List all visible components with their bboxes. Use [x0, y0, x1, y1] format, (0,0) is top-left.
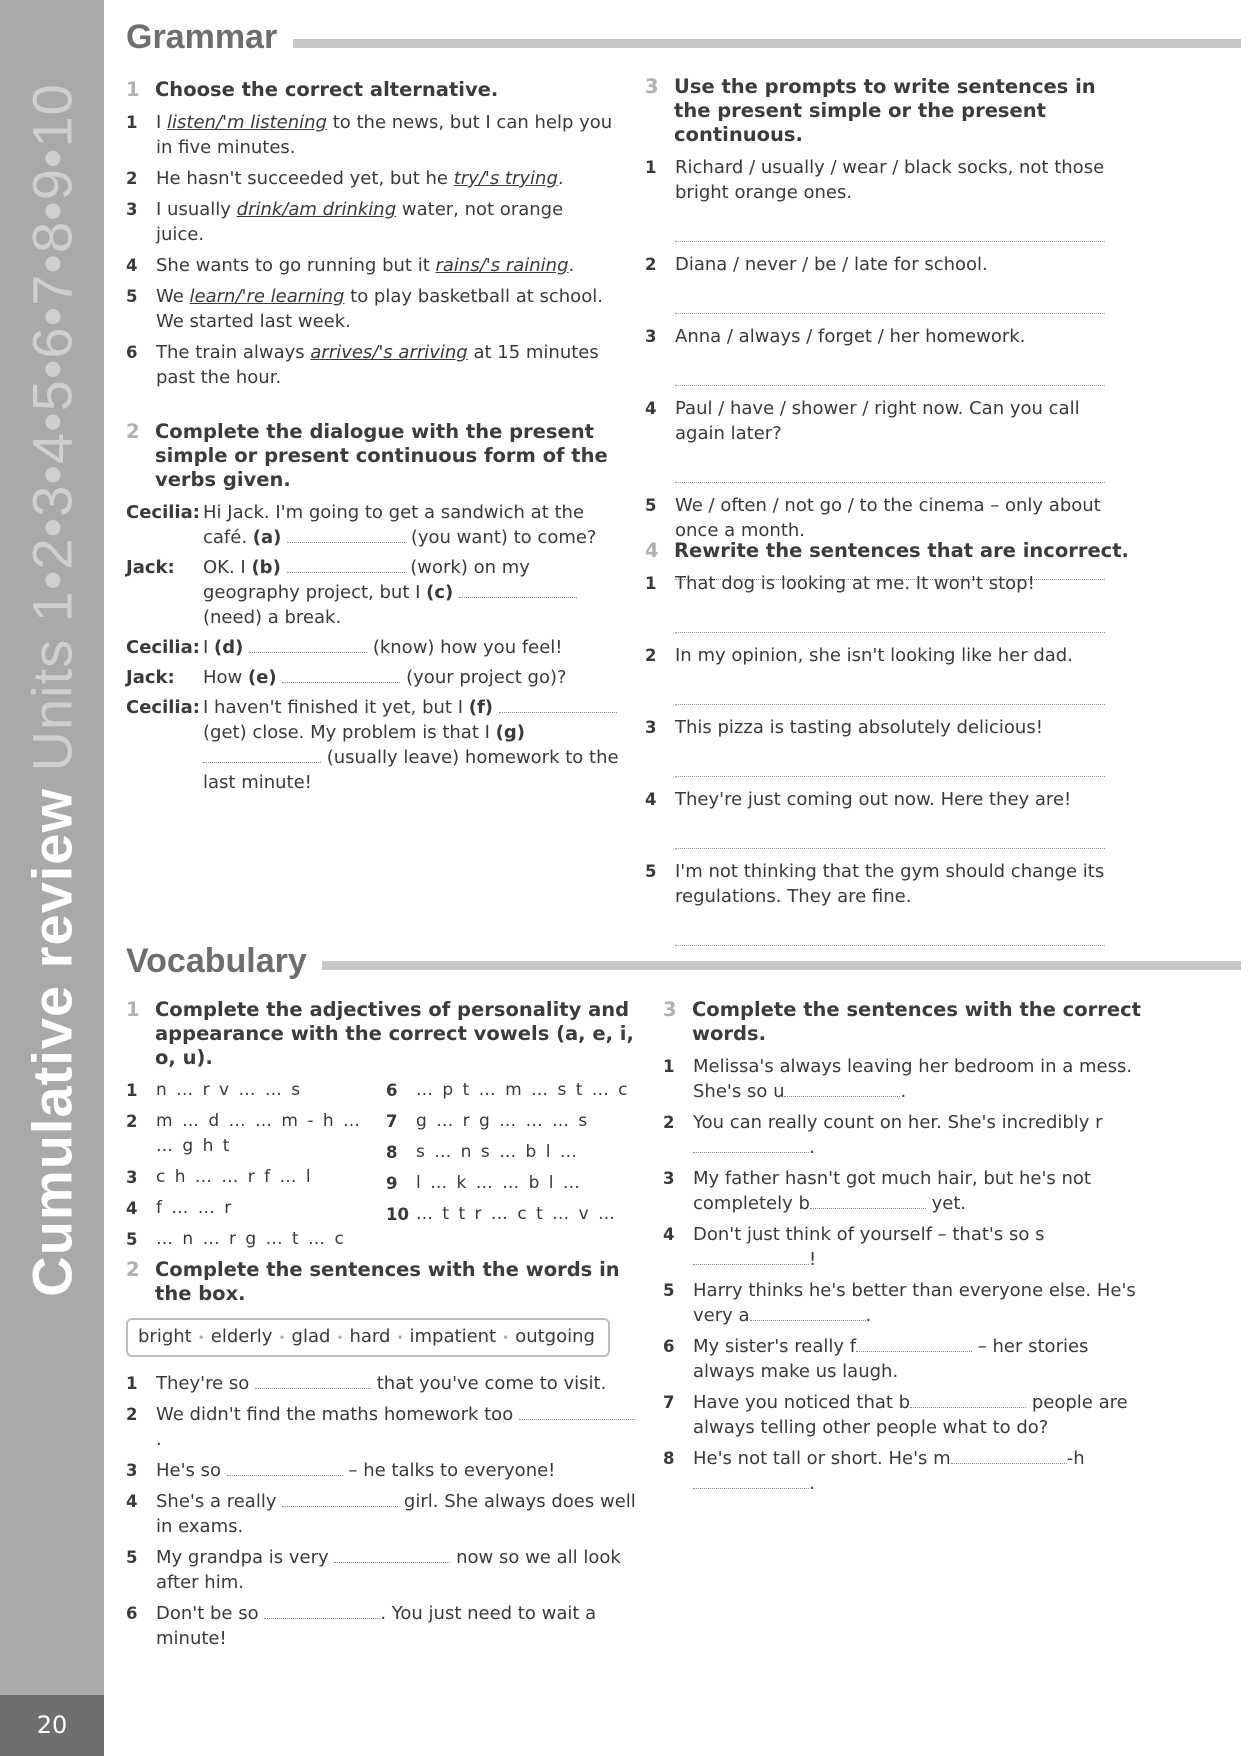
grammar-exercise-1: [126, 78, 616, 396]
list-item: [663, 1054, 1143, 1104]
choice-options[interactable]: rains/'s raining: [435, 255, 569, 276]
dialogue-line: [126, 695, 626, 795]
answer-blank[interactable]: [810, 1192, 926, 1209]
item-number: 6: [386, 1081, 398, 1100]
letter-pattern: f … … r: [156, 1198, 234, 1218]
dialogue-text: [203, 665, 626, 690]
answer-line[interactable]: [675, 812, 1105, 849]
list-item: [645, 252, 1135, 314]
speaker: Jack:: [126, 557, 175, 578]
text: OK. I: [203, 557, 252, 578]
item-number: 4: [663, 1225, 675, 1244]
item-text: .: [900, 1081, 907, 1102]
item-number: 9: [386, 1174, 398, 1193]
box-word: hard: [349, 1326, 391, 1347]
item-text: They're so: [156, 1373, 255, 1394]
dialogue-line: [126, 665, 626, 690]
item-number: 4: [126, 1199, 138, 1218]
answer-blank[interactable]: [910, 1391, 1026, 1408]
answer-line[interactable]: [675, 349, 1105, 386]
letter-pattern: c h … … r f … l: [156, 1167, 313, 1187]
list-item: [126, 253, 616, 278]
speaker: Cecilia:: [126, 502, 200, 523]
vocabulary-exercise-2: [126, 1258, 636, 1657]
text: I: [203, 637, 215, 658]
item-text: -h: [1066, 1448, 1085, 1469]
text: (need) a break.: [203, 607, 342, 628]
vocabulary-heading: Vocabulary: [126, 942, 307, 980]
letter-pattern: … n … r g … t … c: [156, 1229, 346, 1249]
letter-pattern: s … n s … b l …: [416, 1142, 579, 1162]
answer-line[interactable]: [675, 277, 1105, 314]
dialogue-text: [203, 695, 626, 795]
item-number: 2: [645, 255, 657, 274]
item-number: 6: [126, 343, 138, 362]
vocabulary-rule: [322, 961, 1241, 970]
item-number: 4: [645, 399, 657, 418]
grammar-heading: Grammar: [126, 18, 278, 56]
page-number: 20: [0, 1695, 104, 1756]
text: (get) close. My problem is that I: [203, 722, 496, 743]
dialogue-line: [126, 635, 626, 660]
item-number: 1: [126, 1374, 138, 1393]
item-number: 8: [386, 1143, 398, 1162]
answer-blank[interactable]: [519, 1403, 635, 1420]
dialogue-text: [203, 500, 626, 550]
list-item: [645, 571, 1135, 633]
item-text: Have you noticed that b: [693, 1392, 911, 1413]
prompt-text: That dog is looking at me. It won't stop!: [675, 573, 1035, 594]
grammar-exercise-2: [126, 420, 626, 800]
item-number: 4: [645, 790, 657, 809]
prompt-text: In my opinion, she isn't looking like her dad.: [675, 645, 1073, 666]
list-item: [663, 1278, 1143, 1328]
list-item: [126, 1601, 636, 1651]
letter-pattern: l … k … … b l …: [416, 1173, 582, 1193]
prompt-text: Anna / always / forget / her homework.: [675, 326, 1026, 347]
vowel-item[interactable]: [126, 1109, 386, 1159]
exercise-heading: 1 Complete the adjectives of personality and appearance with the correct vowels (a, e, i, o, u).: [126, 998, 634, 1069]
list-item: [126, 166, 616, 191]
item-number: 5: [645, 496, 657, 515]
list-item: [645, 859, 1135, 946]
vowel-item[interactable]: [386, 1140, 636, 1165]
grammar-rule: [293, 39, 1241, 48]
text: How: [203, 667, 248, 688]
list-item: [663, 1222, 1143, 1272]
exercise-heading: 2 Complete the dialogue with the present simple or present continuous form of the verbs given.: [126, 420, 608, 491]
answer-blank[interactable]: [693, 1472, 809, 1489]
vowel-item[interactable]: [126, 1078, 386, 1103]
choice-options[interactable]: drink/am drinking: [236, 199, 397, 220]
blank-label: (a): [252, 527, 282, 548]
box-word: impatient: [409, 1326, 497, 1347]
separator-dot: •: [502, 1331, 510, 1345]
item-number: 2: [645, 646, 657, 665]
item-list: [663, 1054, 1143, 1496]
text: (know) how you feel!: [367, 637, 563, 658]
item-number: 3: [663, 1169, 675, 1188]
item-number: 10: [386, 1205, 409, 1224]
vowel-item[interactable]: [126, 1196, 386, 1221]
answer-line[interactable]: [675, 668, 1105, 705]
prompt-text: We / often / not go / to the cinema – only about once a month.: [675, 495, 1101, 541]
prompt-text: Paul / have / shower / right now. Can you call again later?: [675, 398, 1080, 444]
dialogue: [126, 500, 626, 795]
answer-line[interactable]: [675, 205, 1105, 242]
exercise-heading: 2 Complete the sentences with the words in the box.: [126, 1258, 620, 1305]
item-number: 7: [663, 1393, 675, 1412]
item-text: He hasn't succeeded yet, but he: [156, 168, 454, 189]
text: Hi Jack. I'm going to get a sandwich at the café.: [203, 502, 585, 548]
list-item: [126, 284, 616, 334]
text: I haven't finished it yet, but I: [203, 697, 469, 718]
item-number: 5: [126, 287, 138, 306]
answer-line[interactable]: [675, 909, 1105, 946]
dialogue-line: [126, 555, 626, 630]
item-number: 2: [126, 1405, 138, 1424]
item-text: He's not tall or short. He's m: [693, 1448, 951, 1469]
blank-label: (c): [426, 582, 454, 603]
item-text: .: [557, 168, 564, 189]
item-text: – her stories always make us laugh.: [693, 1336, 1089, 1382]
item-text: yet.: [925, 1193, 967, 1214]
item-text: !: [809, 1249, 817, 1270]
answer-blank[interactable]: [282, 666, 400, 683]
speaker: Jack:: [126, 667, 175, 688]
item-number: 3: [645, 327, 657, 346]
item-text: – he talks to everyone!: [342, 1460, 556, 1481]
vowel-grid: [126, 1078, 636, 1258]
item-text: now so we all look after him.: [156, 1547, 621, 1593]
grammar-exercise-3: [645, 75, 1135, 590]
exercise-heading: 1 Choose the correct alternative.: [126, 78, 499, 101]
item-text: .: [865, 1305, 872, 1326]
answer-blank[interactable]: [287, 526, 405, 543]
item-text: . You just need to wait a minute!: [156, 1603, 597, 1649]
item-text: We: [156, 286, 190, 307]
item-number: 6: [663, 1337, 675, 1356]
list-item: [126, 1545, 636, 1595]
item-text: .: [809, 1473, 815, 1494]
list-item: [126, 340, 616, 390]
blank-label: (e): [248, 667, 277, 688]
vocabulary-exercise-1: [126, 998, 636, 1258]
grammar-exercise-4: [645, 539, 1135, 956]
item-list: [645, 155, 1135, 580]
answer-blank[interactable]: [255, 1372, 371, 1389]
list-item: [663, 1334, 1143, 1384]
item-text: Don't be so: [156, 1603, 265, 1624]
item-text: She wants to go running but it: [156, 255, 436, 276]
item-text: water, not orange juice.: [156, 199, 564, 245]
speaker: Cecilia:: [126, 697, 200, 718]
item-text: girl. She always does well in exams.: [156, 1491, 636, 1537]
text: (work) on my geography project, but I: [203, 557, 530, 603]
choice-options[interactable]: listen/'m listening: [167, 112, 327, 133]
item-text: Melissa's always leaving her bedroom in a mess. She's so u: [693, 1056, 1133, 1102]
blank-label: (b): [251, 557, 281, 578]
item-number: 5: [645, 862, 657, 881]
blank-label: (d): [214, 637, 244, 658]
item-text: My grandpa is very: [156, 1547, 335, 1568]
item-text: The train always: [156, 342, 311, 363]
item-text: I: [156, 112, 168, 133]
text: (you want) to come?: [405, 527, 597, 548]
box-word: outgoing: [515, 1326, 595, 1347]
item-text: I usually: [156, 199, 237, 220]
vocabulary-exercise-3: [663, 998, 1143, 1502]
answer-blank[interactable]: [264, 1602, 380, 1619]
separator-dot: •: [396, 1331, 404, 1345]
answer-line[interactable]: [675, 446, 1105, 483]
answer-blank[interactable]: [784, 1080, 900, 1097]
text: (usually leave) homework to the last minute!: [203, 747, 619, 793]
item-text: He's so: [156, 1460, 227, 1481]
answer-blank[interactable]: [459, 581, 577, 598]
vowel-item[interactable]: [386, 1078, 636, 1103]
list-item: [645, 787, 1135, 849]
answer-blank[interactable]: [282, 1490, 398, 1507]
list-item: [126, 197, 616, 247]
list-item: [126, 1402, 636, 1452]
separator-dot: •: [278, 1331, 286, 1345]
box-word: glad: [291, 1326, 331, 1347]
answer-line[interactable]: [675, 740, 1105, 777]
vowel-item[interactable]: [386, 1202, 636, 1227]
vowel-item[interactable]: [126, 1165, 386, 1190]
prompt-text: Richard / usually / wear / black socks, not those bright orange ones.: [675, 157, 1105, 203]
letter-pattern: n … r v … … s: [156, 1080, 303, 1100]
blank-label: (f): [468, 697, 494, 718]
item-list: [126, 110, 616, 390]
item-text: that you've come to visit.: [371, 1373, 607, 1394]
item-text: You can really count on her. She's incredibly r: [693, 1112, 1103, 1133]
prompt-text: Diana / never / be / late for school.: [675, 254, 988, 275]
list-item: [663, 1110, 1143, 1160]
item-text: Harry thinks he's better than everyone else. He's very a: [693, 1280, 1136, 1326]
item-number: 2: [126, 1112, 138, 1131]
item-text: .: [568, 255, 575, 276]
item-number: 3: [126, 1461, 138, 1480]
prompt-text: I'm not thinking that the gym should change its regulations. They are fine.: [675, 861, 1105, 907]
dialogue-text: [203, 555, 626, 630]
list-item: [663, 1166, 1143, 1216]
prompt-text: They're just coming out now. Here they are!: [675, 789, 1072, 810]
item-number: 2: [126, 169, 138, 188]
vowel-item[interactable]: [126, 1227, 386, 1252]
item-number: 3: [126, 200, 138, 219]
answer-line[interactable]: [675, 596, 1105, 633]
item-number: 4: [126, 256, 138, 275]
choice-options[interactable]: learn/'re learning: [189, 286, 345, 307]
item-number: 4: [126, 1492, 138, 1511]
list-item: [126, 1458, 636, 1483]
item-list: [126, 1371, 636, 1651]
list-item: [645, 324, 1135, 386]
exercise-heading: 3 Use the prompts to write sentences in the present simple or the present continuous.: [645, 75, 1096, 146]
answer-blank[interactable]: [334, 1546, 450, 1563]
item-list: [645, 571, 1135, 946]
item-number: 2: [663, 1113, 675, 1132]
answer-blank[interactable]: [750, 1304, 866, 1321]
list-item: [126, 1371, 636, 1396]
item-number: 8: [663, 1449, 675, 1468]
answer-blank[interactable]: [287, 556, 405, 573]
item-text: She's a really: [156, 1491, 283, 1512]
item-number: 6: [126, 1604, 138, 1623]
item-number: 5: [126, 1548, 138, 1567]
answer-blank[interactable]: [693, 1136, 809, 1153]
word-box: [126, 1318, 610, 1357]
item-text: people are always telling other people what to do?: [693, 1392, 1128, 1438]
item-text: .: [809, 1137, 815, 1158]
answer-blank[interactable]: [227, 1459, 343, 1476]
sidebar: [0, 0, 104, 1756]
item-text: at 15 minutes past the hour.: [156, 342, 599, 388]
item-text: to play basketball at school. We started last week.: [156, 286, 603, 332]
list-item: [663, 1446, 1143, 1496]
item-number: 1: [663, 1057, 675, 1076]
choice-options[interactable]: try/'s trying: [453, 168, 558, 189]
dialogue-text: [203, 635, 626, 660]
item-text: My father hasn't got much hair, but he's not completely b: [693, 1168, 1091, 1214]
item-number: 5: [126, 1230, 138, 1249]
choice-options[interactable]: arrives/'s arriving: [310, 342, 468, 363]
box-word: bright: [138, 1326, 192, 1347]
item-text: My sister's really f: [693, 1336, 857, 1357]
item-number: 1: [645, 158, 657, 177]
answer-blank[interactable]: [951, 1447, 1067, 1464]
item-text: Don't just think of yourself – that's so s: [693, 1224, 1045, 1245]
exercise-heading: 4 Rewrite the sentences that are incorrect.: [645, 539, 1129, 562]
item-number: 1: [645, 574, 657, 593]
text: (your project go)?: [400, 667, 567, 688]
blank-label: (g): [495, 722, 525, 743]
prompt-text: This pizza is tasting absolutely delicious!: [675, 717, 1043, 738]
item-number: 7: [386, 1112, 398, 1131]
answer-blank[interactable]: [693, 1248, 809, 1265]
separator-dot: •: [197, 1331, 205, 1345]
list-item: [126, 1489, 636, 1539]
answer-blank[interactable]: [499, 696, 617, 713]
item-number: 1: [126, 1081, 138, 1100]
item-number: 5: [663, 1281, 675, 1300]
item-number: 3: [126, 1168, 138, 1187]
vowel-item[interactable]: [386, 1171, 636, 1196]
item-text: .: [156, 1429, 162, 1450]
letter-pattern: m … d … … m - h … … g h t: [156, 1111, 363, 1156]
list-item: [645, 715, 1135, 777]
vowel-item[interactable]: [386, 1109, 636, 1134]
exercise-heading: 3 Complete the sentences with the correct words.: [663, 998, 1141, 1045]
vowel-column: [126, 1078, 386, 1258]
box-word: elderly: [210, 1326, 273, 1347]
letter-pattern: … p t … m … s t … c: [416, 1080, 630, 1100]
item-number: 1: [126, 113, 138, 132]
letter-pattern: … t t r … c t … v …: [416, 1204, 618, 1224]
answer-blank[interactable]: [203, 746, 321, 763]
sidebar-title: Cumulative review Units 1•2•3•4•5•6•7•8•9•10: [20, 83, 84, 1297]
answer-blank[interactable]: [249, 636, 367, 653]
speaker: Cecilia:: [126, 637, 200, 658]
item-number: 3: [645, 718, 657, 737]
dialogue-line: [126, 500, 626, 550]
vowel-column: [386, 1078, 636, 1258]
separator-dot: •: [336, 1331, 344, 1345]
item-text: We didn't find the maths homework too: [156, 1404, 519, 1425]
list-item: [126, 110, 616, 160]
list-item: [663, 1390, 1143, 1440]
answer-blank[interactable]: [856, 1335, 972, 1352]
list-item: [645, 155, 1135, 242]
list-item: [645, 396, 1135, 483]
letter-pattern: g … r g … … … s: [416, 1111, 590, 1131]
item-text: to the news, but I can help you in five minutes.: [156, 112, 613, 158]
list-item: [645, 643, 1135, 705]
